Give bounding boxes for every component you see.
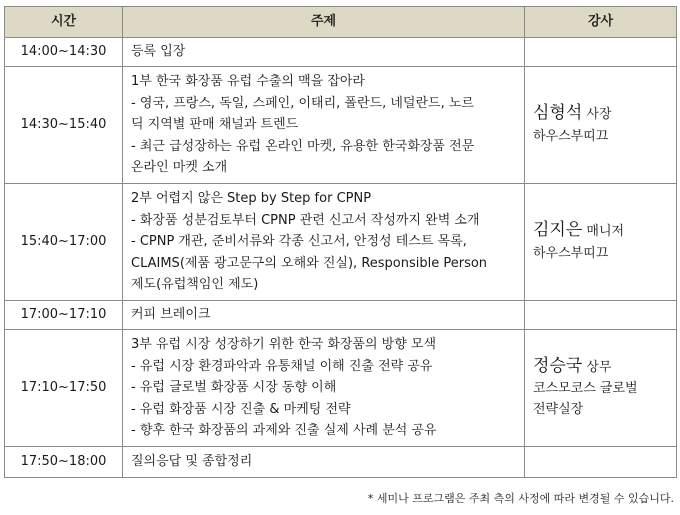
- schedule-table: [4, 6, 677, 478]
- table-row: [5, 330, 677, 447]
- speaker-cell: [525, 330, 677, 447]
- header-time: 시간: [5, 7, 123, 38]
- topic-cell: [123, 38, 525, 67]
- topic-cell: [123, 301, 525, 330]
- topic-line: - 영국, 프랑스, 독일, 스페인, 이태리, 폴란드, 네덜란드, 노르: [131, 95, 474, 111]
- table-row: [5, 447, 677, 478]
- topic-line: CLAIMS(제품 광고문구의 오해와 진실), Responsible Person: [131, 255, 488, 271]
- time-cell: 14:30~15:40: [5, 67, 123, 184]
- topic-line: - 최근 급성장하는 유럽 온라인 마켓, 유용한 한국화장품 전문: [131, 138, 475, 154]
- topic-line: 2부 어렵지 않은 Step by Step for CPNP: [131, 191, 372, 207]
- speaker-name: 심형석: [533, 103, 583, 124]
- speaker-cell: [525, 184, 677, 301]
- time-cell: 17:00~17:10: [5, 301, 123, 330]
- speaker-cell: [525, 301, 677, 330]
- speaker-org: 하우스부띠끄: [533, 245, 609, 261]
- speaker-name: 김지은: [533, 220, 583, 241]
- speaker-heading: [533, 103, 668, 126]
- table-header-row: [5, 7, 677, 38]
- speaker-title: 사장: [586, 107, 612, 123]
- topic-line: 1부 한국 화장품 유럽 수출의 맥을 잡아라: [131, 74, 365, 90]
- time-cell: 17:10~17:50: [5, 330, 123, 447]
- topic-line: - 유럽 화장품 시장 진출 & 마케팅 전략: [131, 401, 351, 417]
- topic-line: 온라인 마켓 소개: [131, 160, 228, 176]
- speaker-org: 하우스부띠끄: [533, 128, 609, 144]
- table-row: [5, 301, 677, 330]
- topic-line: - 화장품 성분검토부터 CPNP 관련 신고서 작성까지 완벽 소개: [131, 212, 480, 228]
- speaker-heading: [533, 220, 668, 243]
- topic-line: - CPNP 개관, 준비서류와 각종 신고서, 안정성 테스트 목록,: [131, 234, 467, 250]
- speaker-cell: [525, 38, 677, 67]
- topic-line: - 유럽 시장 환경파악과 유통채널 이해 진출 전략 공유: [131, 358, 433, 374]
- speaker-org: 전략실장: [533, 402, 584, 418]
- speaker-heading: [533, 356, 668, 379]
- table-row: [5, 184, 677, 301]
- topic-cell: [123, 330, 525, 447]
- topic-line: 질의응답 및 종합정리: [131, 454, 253, 470]
- time-cell: 14:00~14:30: [5, 38, 123, 67]
- header-speaker: 강사: [525, 7, 677, 38]
- speaker-name: 정승국: [533, 355, 583, 376]
- table-row: [5, 38, 677, 67]
- table-row: [5, 67, 677, 184]
- topic-line: 제도(유럽책임인 제도): [131, 277, 259, 293]
- topic-cell: [123, 447, 525, 478]
- speaker-cell: [525, 67, 677, 184]
- speaker-cell: [525, 447, 677, 478]
- time-cell: 15:40~17:00: [5, 184, 123, 301]
- topic-line: - 유럽 글로벌 화장품 시장 동향 이해: [131, 380, 337, 396]
- topic-line: 등록 입장: [131, 44, 186, 60]
- topic-line: 딕 지역별 판매 채널과 트렌드: [131, 117, 299, 133]
- topic-line: 커피 브레이크: [131, 307, 211, 323]
- topic-line: - 향후 한국 화장품의 과제와 진출 실제 사례 분석 공유: [131, 423, 437, 439]
- footnote: * 세미나 프로그램은 주최 측의 사정에 따라 변경될 수 있습니다.: [367, 492, 674, 505]
- speaker-title: 상무: [586, 359, 612, 375]
- speaker-title: 매니저: [586, 224, 625, 240]
- topic-cell: [123, 184, 525, 301]
- topic-line: 3부 유럽 시장 성장하기 위한 한국 화장품의 방향 모색: [131, 337, 437, 353]
- topic-cell: [123, 67, 525, 184]
- header-topic: 주제: [123, 7, 525, 38]
- speaker-org: 코스모코스 글로벌: [533, 381, 638, 397]
- time-cell: 17:50~18:00: [5, 447, 123, 478]
